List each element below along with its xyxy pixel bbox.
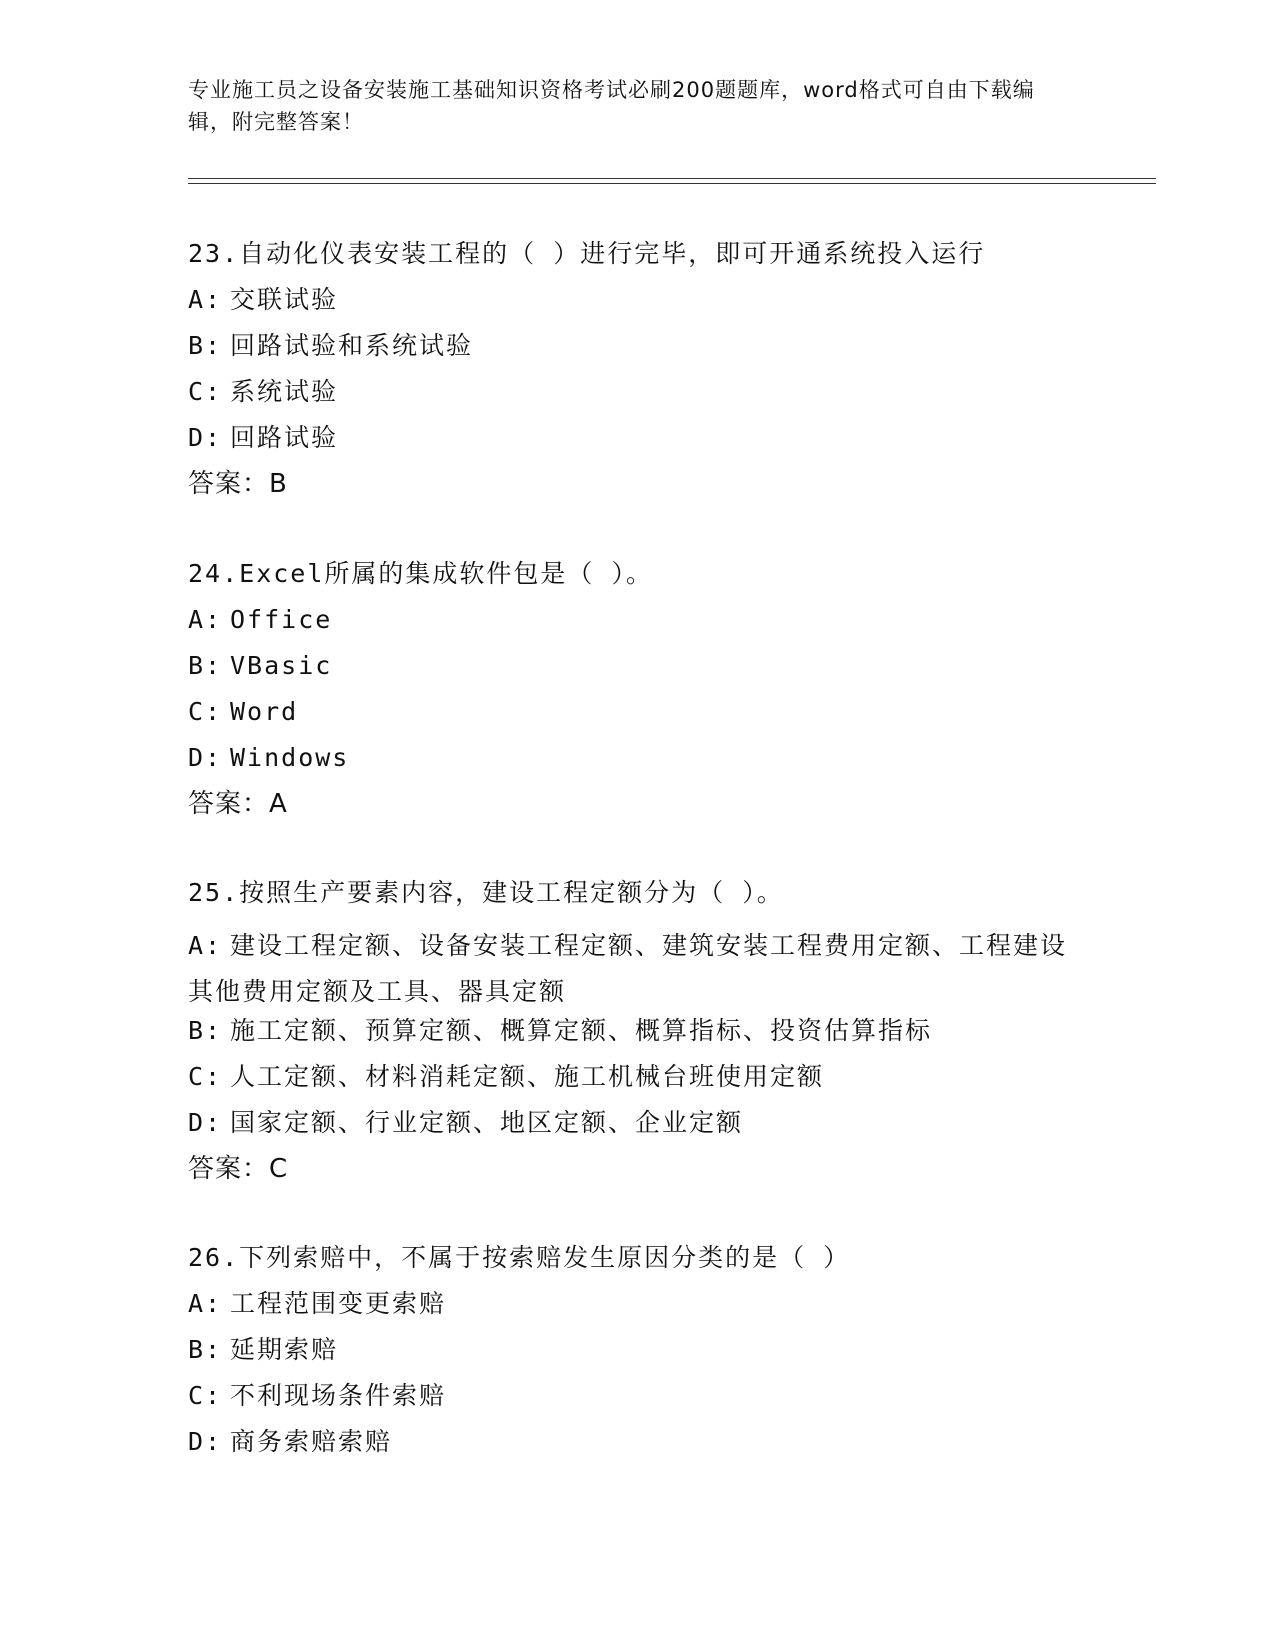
option-a [188,604,1088,636]
option-b [188,1015,1088,1047]
option-text: 商务索赔索赔 [230,1427,393,1456]
option-a [188,1288,1088,1320]
option-text: 延期索赔 [230,1335,339,1364]
answer-line: 答案：A [188,789,288,819]
option-key: A: [188,605,223,634]
question-stem: 25.按照生产要素内容，建设工程定额分为（ ）。 [188,878,784,907]
option-text: Office [230,605,333,634]
option-d [188,742,1088,774]
answer-line: 答案：B [188,469,288,499]
option-text: Windows [230,743,350,772]
option-text: 回路试验 [230,423,339,452]
option-text: 人工定额、材料消耗定额、施工机械台班使用定额 [230,1062,825,1091]
document-header-title: 专业施工员之设备安装施工基础知识资格考试必刷200题题库，word格式可自由下载编辑，附完整答案！ [188,78,1035,134]
option-text: 不利现场条件索赔 [230,1381,447,1410]
option-key: D: [188,1108,223,1137]
option-text: 施工定额、预算定额、概算定额、概算指标、投资估算指标 [230,1016,933,1045]
question-24 [188,558,1088,820]
option-text: 回路试验和系统试验 [230,331,474,360]
option-text: VBasic [230,651,333,680]
option-c [188,696,1088,728]
option-d [188,1107,1088,1139]
question-stem: 24.Excel所属的集成软件包是（ ）。 [188,559,653,588]
question-25 [188,877,1088,1185]
answer-line: 答案：C [188,1154,289,1184]
header-divider-top [188,178,1156,179]
option-key: C: [188,1381,223,1410]
option-a [188,284,1088,316]
option-text: 交联试验 [230,285,339,314]
option-key: A: [188,285,223,314]
option-key: B: [188,1335,223,1364]
option-key: B: [188,651,223,680]
option-text: 建设工程定额、设备安装工程定额、建筑安装工程费用定额、工程建设其他费用定额及工具、器具定额 [188,931,1068,1006]
option-text: 国家定额、行业定额、地区定额、企业定额 [230,1108,744,1137]
option-a [188,923,1088,1015]
option-key: D: [188,423,223,452]
option-b [188,650,1088,682]
question-stem: 26.下列索赔中，不属于按索赔发生原因分类的是（ ） [188,1243,851,1272]
question-23 [188,238,1088,500]
option-key: A: [188,1289,223,1318]
option-key: D: [188,743,223,772]
option-text: 系统试验 [230,377,339,406]
option-c [188,376,1088,408]
option-c [188,1061,1088,1093]
option-c [188,1380,1088,1412]
option-d [188,422,1088,454]
option-key: B: [188,331,223,360]
question-stem: 23.自动化仪表安装工程的（ ）进行完毕，即可开通系统投入运行 [188,239,986,268]
option-key: C: [188,697,223,726]
option-b [188,330,1088,362]
option-key: C: [188,1062,223,1091]
option-key: B: [188,1016,223,1045]
option-key: A: [188,931,223,960]
header-divider-bottom [188,183,1156,184]
option-b [188,1334,1088,1366]
option-key: C: [188,377,223,406]
option-key: D: [188,1427,223,1456]
question-26 [188,1242,1088,1472]
option-d [188,1426,1088,1458]
option-text: Word [230,697,299,726]
option-text: 工程范围变更索赔 [230,1289,447,1318]
